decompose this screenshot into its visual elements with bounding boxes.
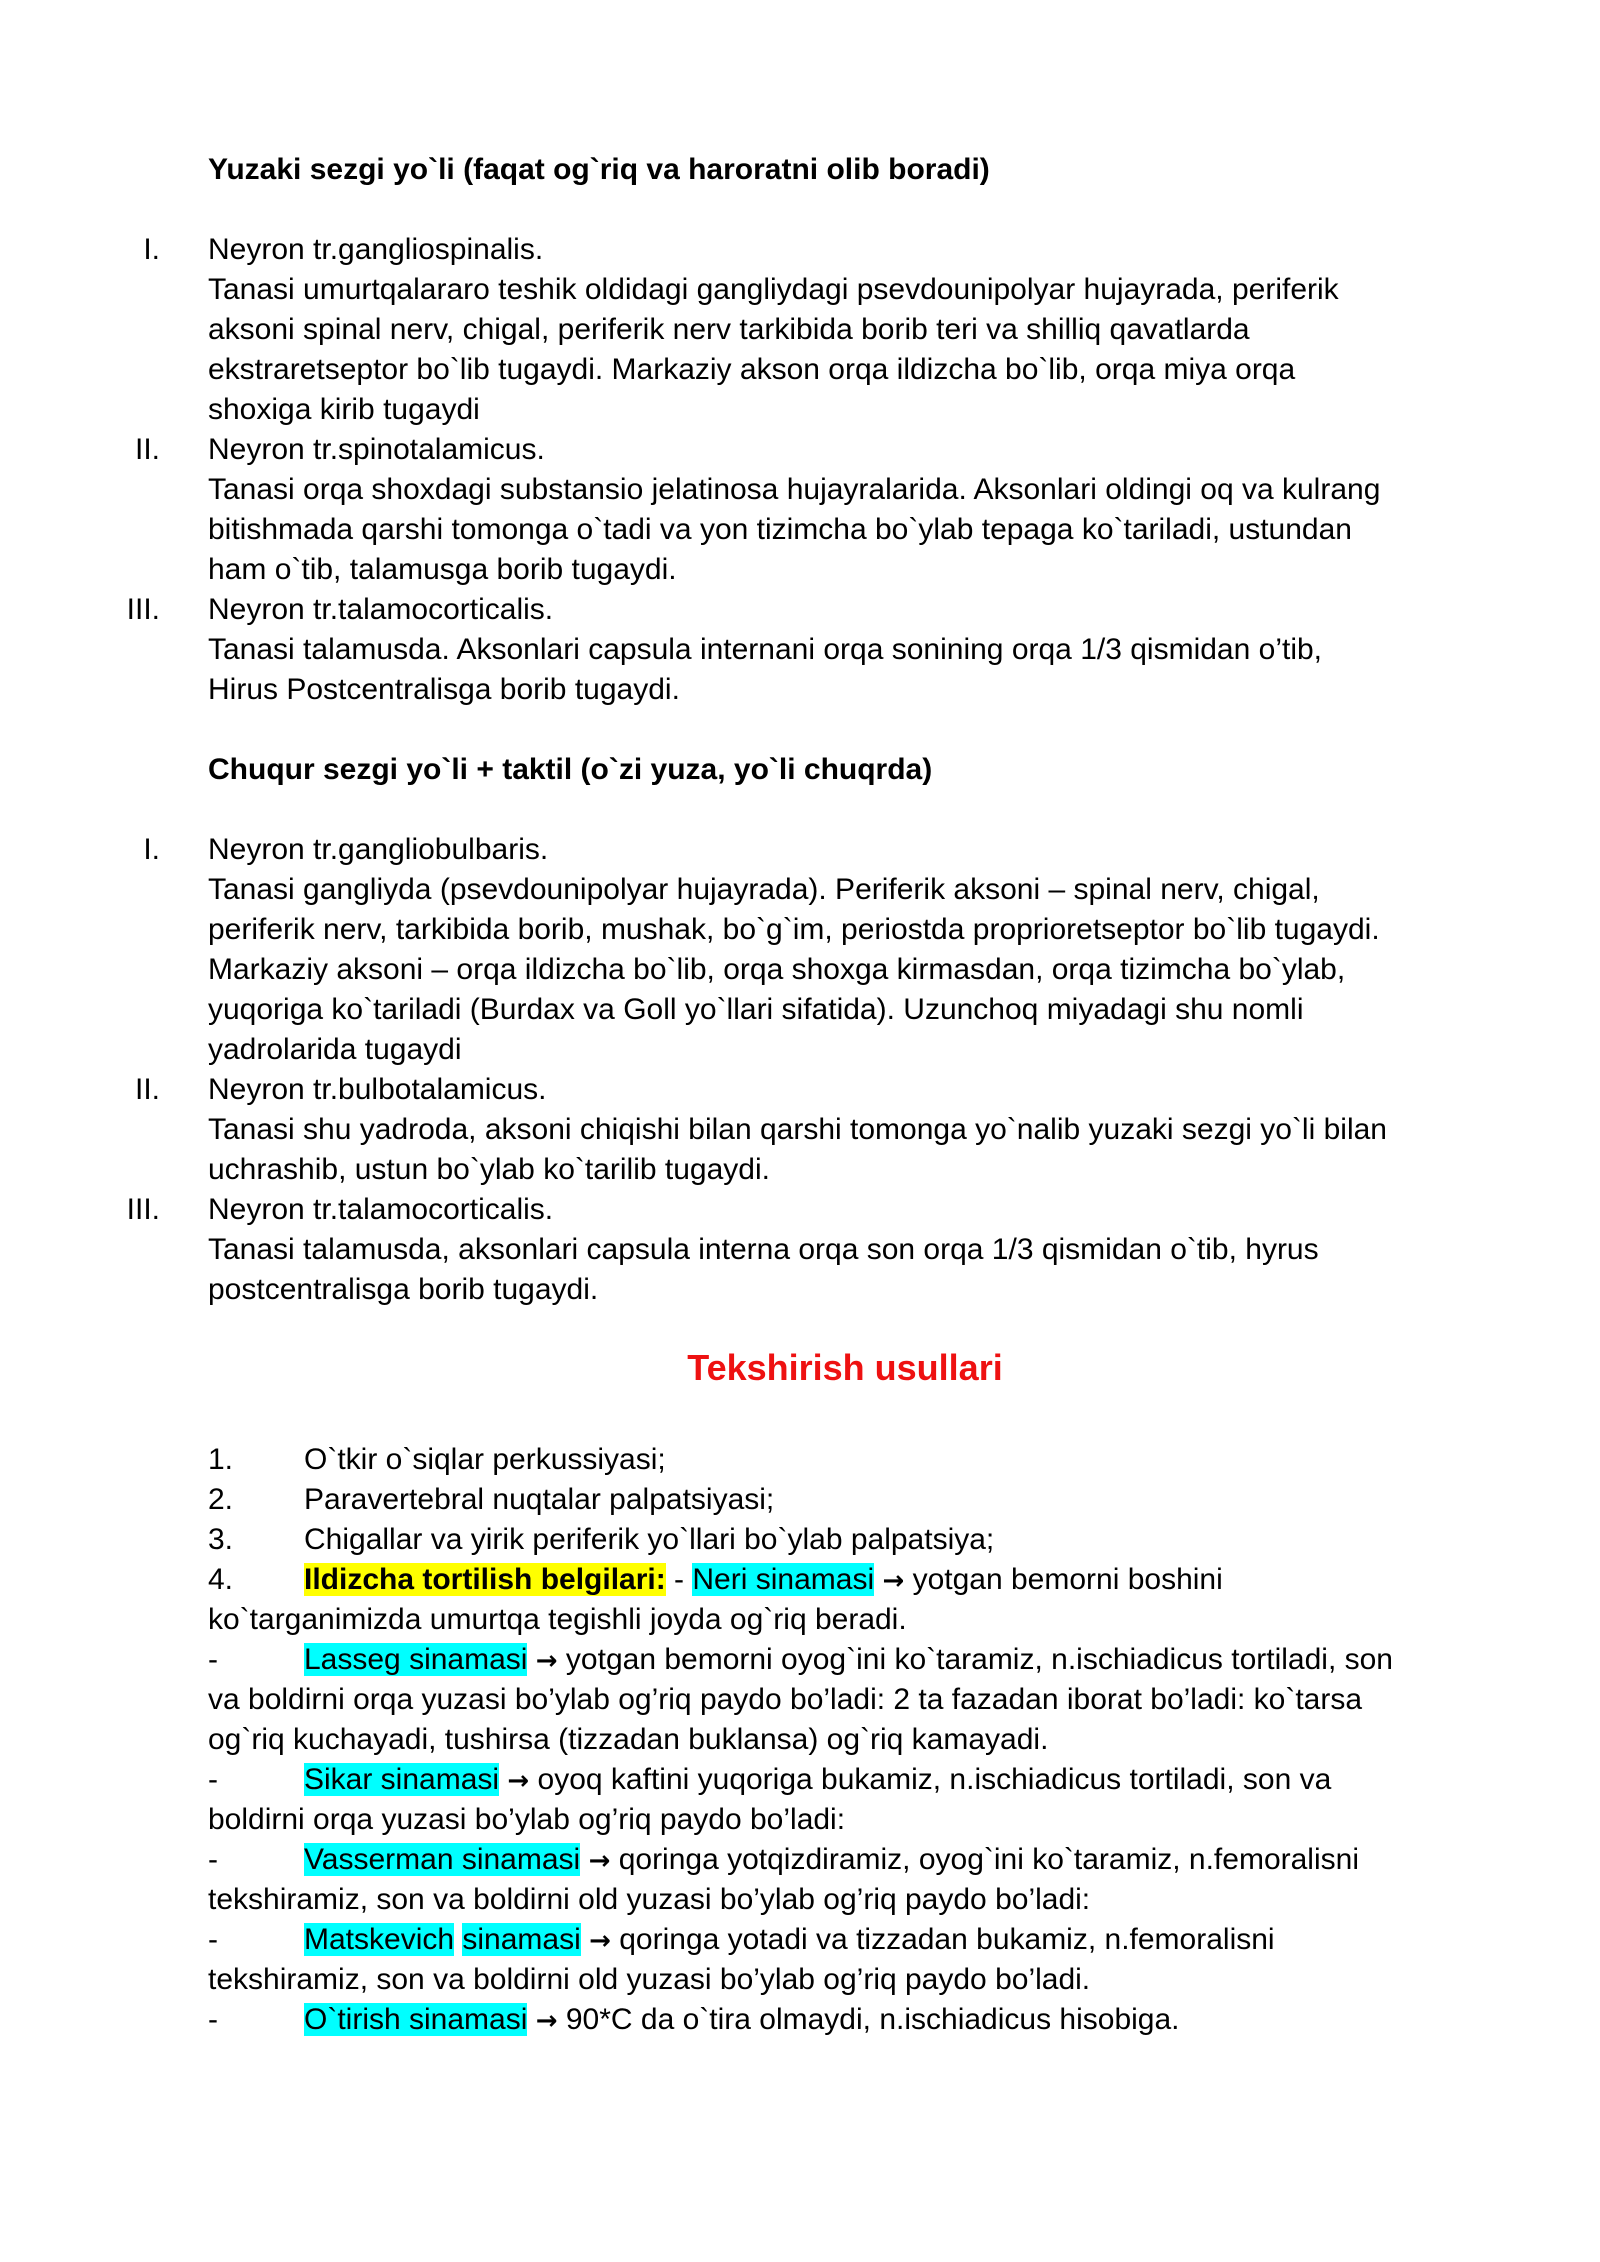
section2-item1-text: Tanasi gangliyda (psevdounipolyar hujayrada). Periferik aksoni – spinal nerv, chigal, periferik nerv, tarkibida borib, mushak, bo`g`im, periostda proprioretseptor bo`lib tugaydi. Markaziy aksoni – orqa ildizcha bo`lib, orqa shoxga kirmasdan, orqa tizimcha bo`ylab, yuqoriga ko`tariladi (Burdax va Goll yo`llari sifatida). Uzunchoq miyadagi shu nomli yadrolarida tugaydi (208, 873, 1380, 1066)
neri-test-name: Neri sinamasi (692, 1563, 875, 1596)
arrow-right-icon: → (588, 1846, 611, 1876)
section2-item2-text: Tanasi shu yadroda, aksoni chiqishi bilan qarshi tomonga yo`nalib yuzaki sezgi yo`li bilan uchrashib, ustun bo`ylab ko`tarilib tugaydi. (208, 1113, 1387, 1186)
list-item-1: 1. O`tkir o`siqlar perkussiyasi; (208, 1443, 666, 1476)
section1-item1-text: Tanasi umurtqalararo teshik oldidagi gangliydagi psevdounipolyar hujayrada, periferik aksoni spinal nerv, chigal, periferik nerv tarkibida borib teri va shilliq qavatlarda ekstraretseptor bo`lib tugaydi. Markaziy akson orqa ildizcha bo`lib, orqa miya orqa shoxiga kirib tugaydi (208, 273, 1339, 426)
test-name: Matskevich (304, 1923, 455, 1956)
section1-item2-number: II. (134, 433, 160, 466)
arrow-right-icon: → (882, 1566, 905, 1596)
list-item-2: 2. Paravertebral nuqtalar palpatsiyasi; (208, 1483, 775, 1516)
section1-item2-text: Tanasi orqa shoxdagi substansio jelatinosa hujayralarida. Aksonlari oldingi oq va kulrang bitishmada qarshi tomonga o`tadi va yon tizimcha bo`ylab tepaga ko`tariladi, ustundan ham o`tib, talamusga borib tugaydi. (208, 473, 1381, 586)
section1-item3-number: III. (126, 593, 160, 626)
section1-item1-title: Neyron tr.gangliospinalis. (208, 233, 544, 266)
test-name: Vasserman sinamasi (304, 1843, 581, 1876)
section1-item3-text: Tanasi talamusda. Aksonlari capsula internani orqa sonining orqa 1/3 qismidan o’tib, Hirus Postcentralisga borib tugaydi. (208, 633, 1322, 706)
section2-item1-title: Neyron tr.gangliobulbaris. (208, 833, 549, 866)
section2-item3-text: Tanasi talamusda, aksonlari capsula interna orqa son orqa 1/3 qismidan o`tib, hyrus postcentralisga borib tugaydi. (208, 1233, 1319, 1306)
section3-title: Tekshirish usullari (687, 1347, 1003, 1388)
section2-item3-title: Neyron tr.talamocorticalis. (208, 1193, 554, 1226)
section1-item1-number: I. (143, 233, 160, 266)
section2-item1-number: I. (143, 833, 160, 866)
section1-heading: Yuzaki sezgi yo`li (faqat og`riq va haroratni olib boradi) (208, 153, 990, 186)
test-name: Lasseg sinamasi (304, 1643, 528, 1676)
document-page: Yuzaki sezgi yo`li (faqat og`riq va haroratni olib boradi) I. Neyron tr.gangliospinalis. Tanasi umurtqalararo teshik oldidagi gangliydagi psevdounipolyar hujayrada, periferik aksoni spinal nerv, chigal, periferik nerv tarkibida borib teri va shilliq qavatlarda ekstraretseptor bo`lib tugaydi. Markaziy akson orqa ildizcha bo`lib, orqa miya orqa shoxiga kirib tugaydi II. Neyron tr.spinotalamicus. Tanasi orqa shoxdagi substansio jelatinosa hujayralarida. Aksonlari oldingi oq va kulrang bitishmada qarshi tomonga o`tadi va yon tizimcha bo`ylab tepaga ko`tariladi, ustundan ham o`tib, talamusga borib tugaydi. III. Neyron tr.talamocorticalis. Tanasi talamusda. Aksonlari capsula internani orqa sonining orqa 1/3 qismidan o’tib, Hirus Postcentralisga borib tugaydi. Chuqur sezgi yo`li + taktil (o`zi yuza, yo`li chuqrda) I. Neyron tr.gangliobulbaris. Tanasi gangliyda (psevdounipolyar hujayrada). Periferik aksoni – spinal nerv, chigal, periferik nerv, tarkibida borib, mushak, bo`g`im, periostda proprioretseptor bo`lib tugaydi. Markaziy aksoni – orqa ildizcha bo`lib, orqa shoxga kirmasdan, orqa tizimcha bo`ylab, yuqoriga ko`tariladi (Burdax va Goll yo`llari sifatida). Uzunchoq miyadagi shu nomli yadrolarida tugaydi II. Neyron tr.bulbotalamicus. Tanasi shu yadroda, aksoni chiqishi bilan qarshi tomonga yo`nalib yuzaki sezgi yo`li bilan uchrashib, ustun bo`ylab ko`tarilib tugaydi. III. Neyron tr.talamocorticalis. Tanasi talamusda, aksonlari capsula interna orqa son orqa 1/3 qismidan o`tib, hyrus postcentralisga borib tugaydi. Tekshirish usullari 1. O`tkir o`siqlar perkussiyasi; 2. Paravertebral nuqtalar palpatsiyasi; 3. Chigallar va yirik periferik yo`llari bo`ylab palpatsiya; 4. Ildizcha tortilish belgilari: - Neri sinamasi → yotgan bemorni boshini ko`targanimizda umurtqa tegishli joyda og`riq beradi. - Lasseg sinamasi → yotgan bemorni oyog`ini ko`taramiz, n.ischiadicus tortiladi, son va boldirni orqa yuzasi bo’ylab og’riq paydo bo’ladi: 2 ta fazadan iborat bo’ladi: ko`tarsa og`riq kuchayadi, tushirsa (tizzadan buklansa) og`riq kamayadi. - Sikar sinamasi → oyoq kaftini yuqoriga bukamiz, n.ischiadicus tortiladi, son va boldirni orqa yuzasi bo’ylab og’riq paydo bo’ladi: - Vasserman sinamasi → qoringa yotqizdiramiz, oyog`ini ko`taramiz, n.femoralisni tekshiramiz, son va boldirni old yuzasi bo’ylab og’riq paydo bo’ladi: - Matskevich sinamasi → qoringa yotadi va tizzadan bukamiz, n.femoralisni tekshiramiz, son va boldirni old yuzasi bo’ylab og’riq paydo bo’ladi. - O`tirish sinamasi → 90*C da o`tira olmaydi, n.ischiadicus hisobiga. (0, 0, 1600, 2262)
section2-item2-title: Neyron tr.bulbotalamicus. (208, 1073, 547, 1106)
test-name: Sikar sinamasi (304, 1763, 500, 1796)
section1-item3-title: Neyron tr.talamocorticalis. (208, 593, 554, 626)
arrow-right-icon: → (535, 1646, 558, 1676)
test-name-suffix: sinamasi (462, 1923, 581, 1956)
section2-item2-number: II. (134, 1073, 160, 1106)
arrow-right-icon: → (535, 2006, 558, 2036)
arrow-right-icon: → (589, 1926, 611, 1956)
list-item-3: 3. Chigallar va yirik periferik yo`llari bo`ylab palpatsiya; (208, 1523, 995, 1556)
test-name: O`tirish sinamasi (304, 2003, 528, 2036)
section2-heading: Chuqur sezgi yo`li + taktil (o`zi yuza, yo`li chuqrda) (208, 753, 933, 786)
arrow-right-icon: → (507, 1766, 530, 1796)
item4-label: Ildizcha tortilish belgilari: (304, 1563, 666, 1596)
section1-item2-title: Neyron tr.spinotalamicus. (208, 433, 545, 466)
section2-item3-number: III. (126, 1193, 160, 1226)
